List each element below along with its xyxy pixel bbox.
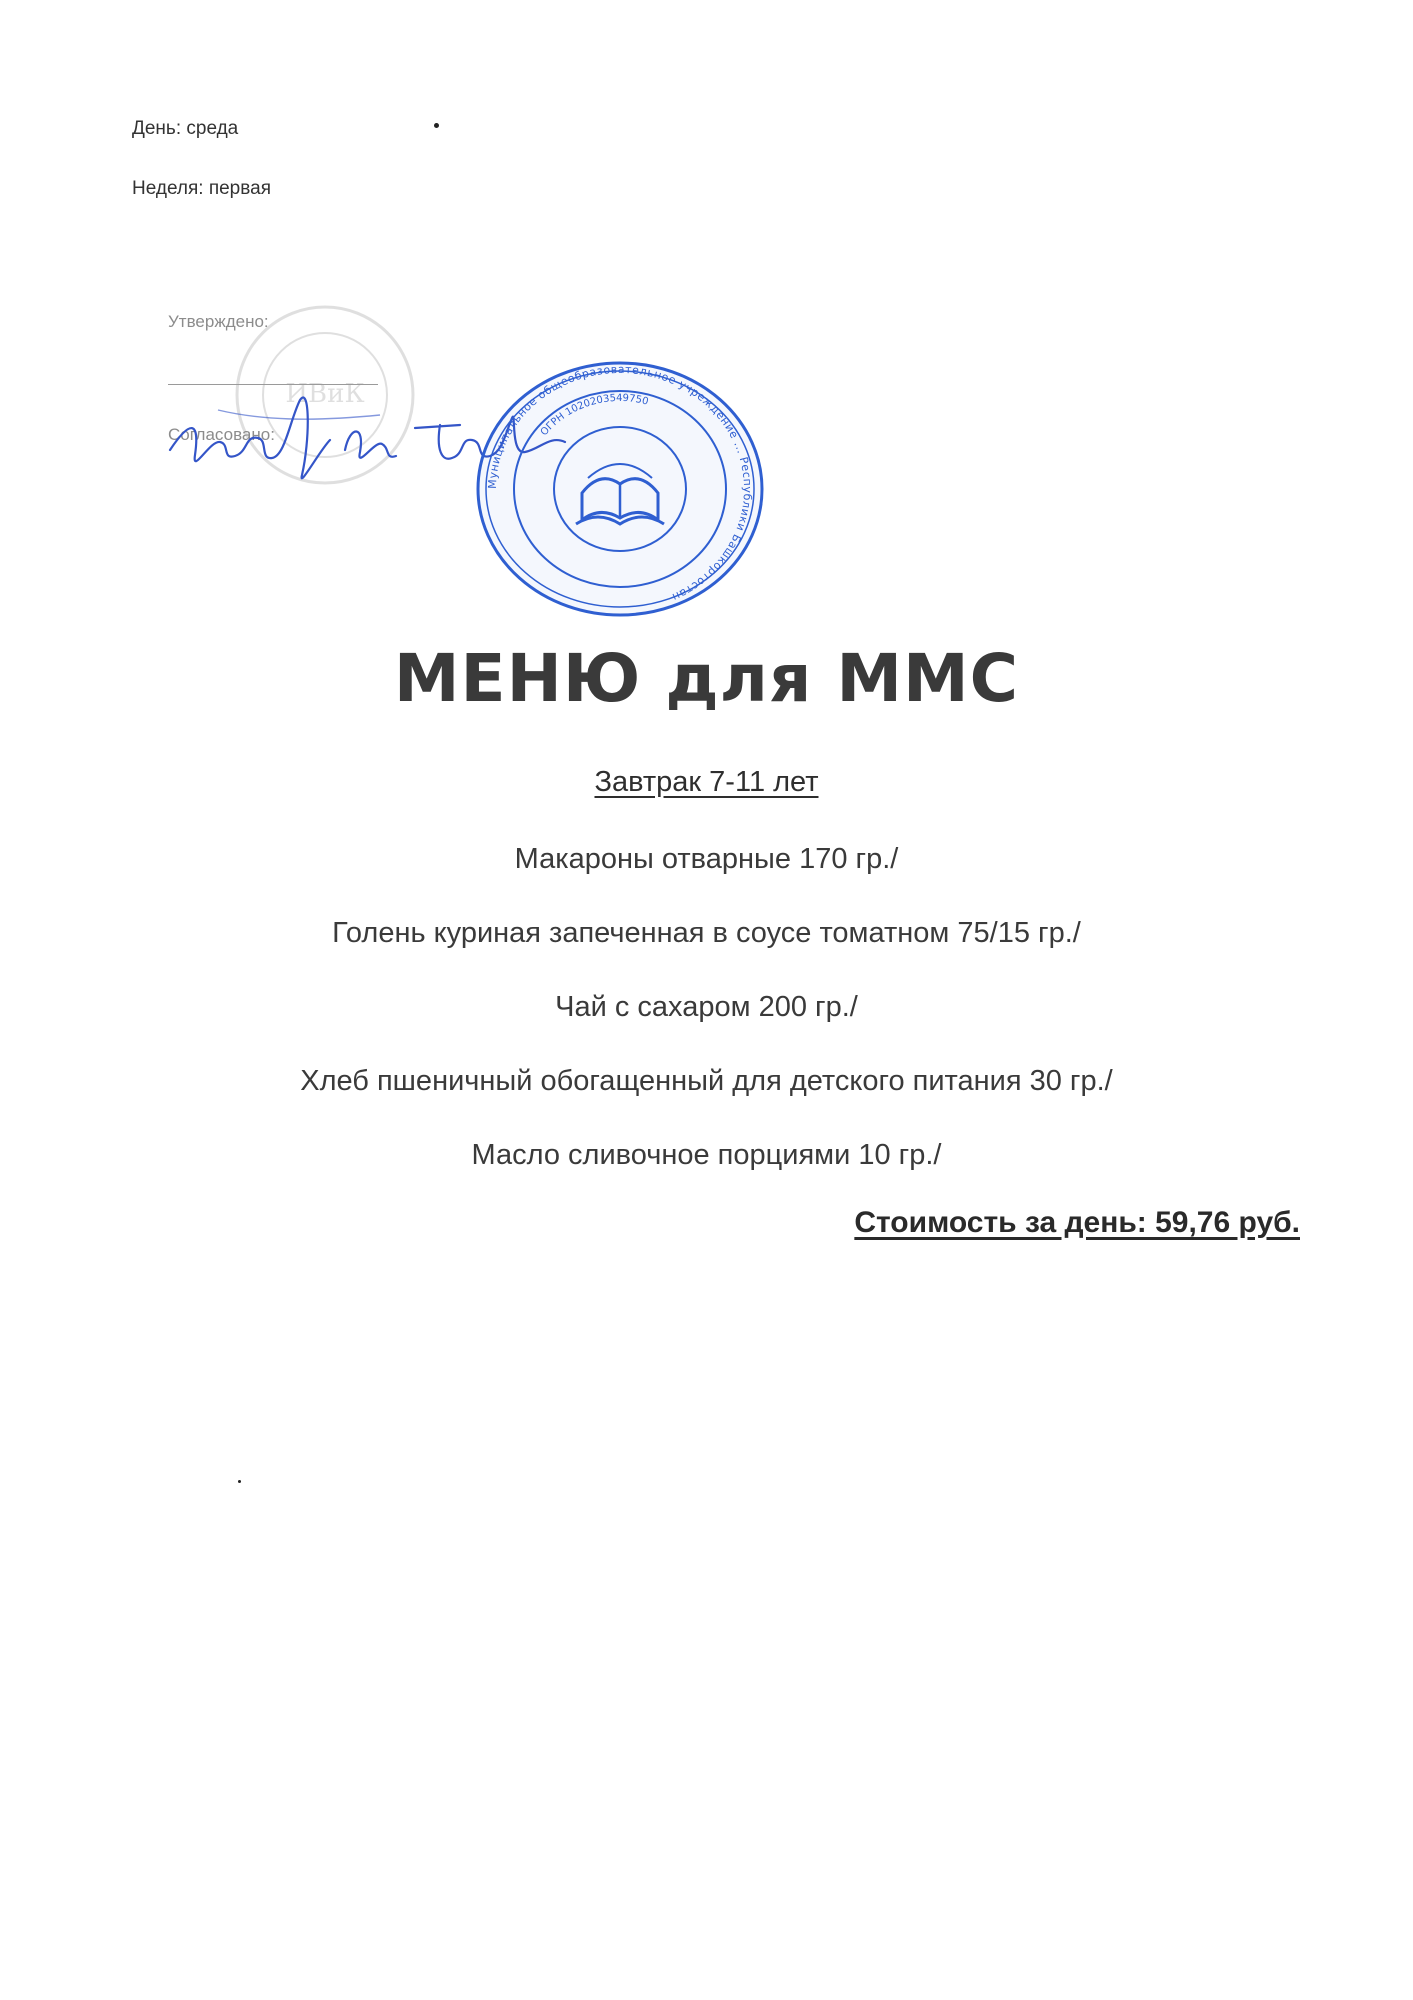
daily-cost: Стоимость за день: 59,76 руб. [854,1206,1300,1239]
seal-ogrn-text: ОГРН 1020203549750 [538,392,650,439]
menu-item: Масло сливочное порциями 10 гр./ [471,1139,942,1171]
scan-speck [434,123,439,128]
day-label: День: среда [132,118,239,139]
agreed-label: Согласовано: [168,425,275,444]
meal-heading-text: Завтрак 7-11 лет [594,766,819,798]
meal-heading [0,766,1413,799]
menu-item: Голень куриная запеченная в соусе томатном 75/15 гр./ [332,917,1081,949]
official-seal-icon [472,358,768,620]
menu-item: Чай с сахаром 200 гр./ [555,991,858,1023]
menu-title: МЕНЮ для ММС [393,640,1020,717]
approved-label: Утверждено: [168,312,269,331]
svg-text:ИВиК: ИВиК [285,379,365,409]
seal-outer-text: Муниципальное общеобразовательное учреждение ... Республики Башкортостан [485,362,755,604]
scan-speck [238,1480,241,1483]
menu-item: Хлеб пшеничный обогащенный для детского питания 30 гр./ [300,1065,1113,1097]
week-label: Неделя: первая [132,178,271,199]
menu-item: Макароны отварные 170 гр./ [514,843,899,875]
